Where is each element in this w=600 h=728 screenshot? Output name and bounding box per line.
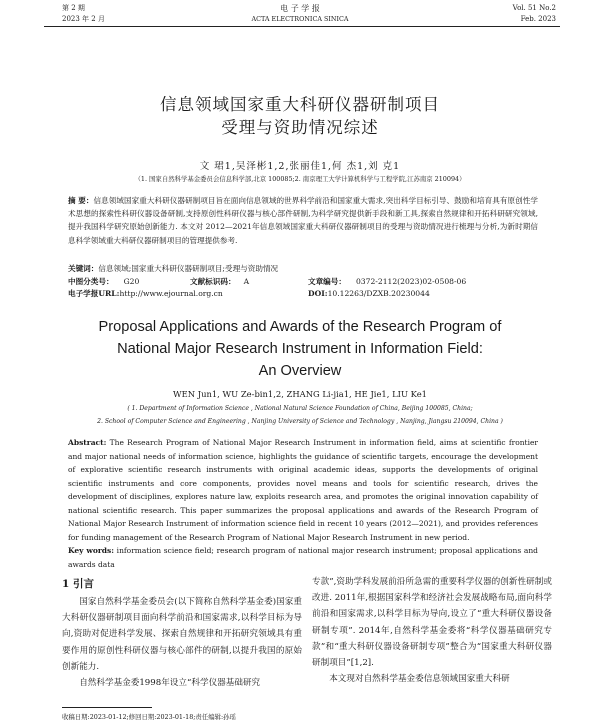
clc-value: G20 <box>123 277 140 286</box>
body-paragraph: 自然科学基金委1998年设立“科学仪器基础研究 <box>79 678 261 689</box>
keywords-en <box>68 544 538 571</box>
section-heading: 1 引言 <box>62 578 94 590</box>
header-date-cn: 2023 年 2 月 <box>62 15 105 23</box>
keywords-cn-label: 关键词： <box>68 264 99 273</box>
doc-code <box>190 276 249 287</box>
keywords-cn-text: 信息领域;国家重大科研仪器研制项目;受理与资助情况 <box>98 264 279 273</box>
title-cn-line2: 受理与资助情况综述 <box>221 118 379 137</box>
title-en-line3: An Overview <box>258 363 342 379</box>
title-cn-line1: 信息领域国家重大科研仪器研制项目 <box>160 95 440 114</box>
doc-label: 文献标识码： <box>190 277 236 286</box>
journal-url <box>68 288 223 299</box>
abstract-cn-label: 摘 要： <box>68 196 94 205</box>
abstract-cn-text: 信息领域国家重大科研仪器研制项目旨在面向信息领域的世界科学前沿和国家重大需求,突出科学目标引导、鼓励和培育具有原创性学术思想的探索性科研仪器设备研制,支持原创性科研仪器与核心部件研制,为科学研究提供新手段和新工具,探索自然规律和开拓科研研究领域,提升我国科学研究原始创新能力. 本文对 2012—2021年信息领域国家重大科研仪器研制项目的受理与资助情况进行梳理与分析,为新时期信息科学领域重大科研仪器研制项目的管理提供参考. <box>68 196 538 245</box>
affiliation-en-line1: ( 1. Department of Information Science , National Natural Science Foundation of China, Beijing 100085, China; <box>127 405 473 412</box>
doi-label: DOI: <box>308 289 328 298</box>
header-journal-cn: 电 子 学 报 <box>280 4 320 13</box>
keywords-en-text: information science field; research program of national major research instrument; proposal applications and awards data <box>68 546 538 569</box>
clc-label: 中图分类号： <box>68 277 114 286</box>
body-paragraph: 本文现对自然科学基金委信息领域国家重大科研 <box>329 674 510 685</box>
url-value[interactable]: http://www.ejournal.org.cn <box>119 289 223 298</box>
doi-value[interactable]: 10.12263/DZXB.20230044 <box>327 289 430 298</box>
clc-number <box>68 276 139 287</box>
keywords-en-label: Key words: <box>68 546 115 555</box>
footnote: 收稿日期:2023-01-12;修回日期:2023-01-18;责任编辑:孙瑶 <box>62 713 236 721</box>
title-en-line2: National Major Research Instrument in Information Field: <box>117 341 483 357</box>
doc-value: A <box>243 277 250 286</box>
body-left-column <box>62 594 302 691</box>
authors-cn: 文 珺1,吴泽彬1,2,张丽佳1,何 杰1,刘 克1 <box>199 161 401 172</box>
body-paragraph: 国家自然科学基金委员会(以下简称自然科学基金委)国家重大科研仪器研制项目面向科学前沿和国家需求,以科学目标为导向,资助对促进科学发展、探索自然规律和开拓研究领域具有重要作用的原创性科研仪器与核心部件的研制,以提升我国的原始创新能力. <box>62 597 302 672</box>
header-volume: Vol. 51 No.2 <box>512 4 556 12</box>
url-label: 电子学报URL: <box>68 289 120 298</box>
abstract-en-label: Abstract: <box>68 438 107 447</box>
abstract-en <box>68 436 538 544</box>
keywords-cn <box>68 262 538 275</box>
doi <box>308 288 430 299</box>
header-rule <box>44 26 560 27</box>
abstract-cn <box>68 194 538 247</box>
affiliation-cn: （1. 国家自然科学基金委员会信息科学部,北京 100085;2. 南京理工大学计算机科学与工程学院,江苏南京 210094） <box>134 175 466 183</box>
article-number <box>308 276 466 287</box>
body-paragraph: 专款”,资助学科发展前沿所急需的重要科学仪器的创新性研制或改进. 2011年,根据国家科学和经济社会发展战略布局,面向科学前沿和国家需求,以科学目标为导向,设立了“重大科研仪器设备研制专项”. 2014年,自然科学基金委将“科学仪器基础研究专款”和“重大科研仪器设备研制专项”整合为“国家重大科研仪器研制项目”[1,2]. <box>312 577 552 669</box>
authors-en: WEN Jun1, WU Ze-bin1,2, ZHANG Li-jia1, HE Jie1, LIU Ke1 <box>173 389 427 399</box>
footnote-rule <box>62 707 152 708</box>
article-value: 0372-2112(2023)02-0508-06 <box>355 277 467 286</box>
header-journal-en: ACTA ELECTRONICA SINICA <box>251 15 349 23</box>
abstract-en-text: The Research Program of National Major Research Instrument in information field, aims at scientific frontier and major national needs of information science, highlights the guidance of scientific targets, encourage the development of explorative scientific research instruments with original academic ideas, supports the developments of original scientific instruments and core components, provides novel means and tools for scientific research, drives the development of disciplines, explores nature law, exploits research area, and promotes the original innovation capability of national scientific research. This paper summarizes the proposal applications and awards of the Research Program of National Major Research Instrument of information science field in recent 10 years (2012—2021), and provides references for funding management of the Research Program of National Major Research Instrument in new period. <box>68 438 538 542</box>
body-right-column <box>312 574 552 687</box>
header-date-en: Feb. 2023 <box>520 15 556 23</box>
title-en-line1: Proposal Applications and Awards of the Research Program of <box>98 319 502 335</box>
article-label: 文章编号： <box>308 277 346 286</box>
header-issue-cn: 第 2 期 <box>62 4 85 12</box>
affiliation-en-line2: 2. School of Computer Science and Engineering , Nanjing University of Science and Technology , Nanjing, Jiangsu 210094, China ) <box>97 418 503 425</box>
